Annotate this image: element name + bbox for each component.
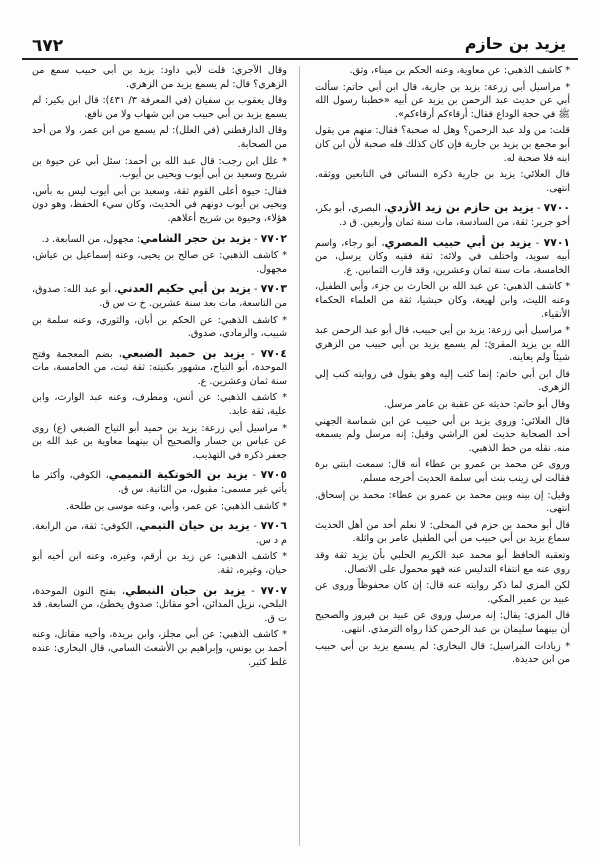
paragraph: * علل ابن رجب: قال عبد الله بن أحمد: سئل أبي عن حيوة بن شريح وسعيد بن أبي أيوب ويحيى بن أيوب. — [32, 155, 287, 181]
right-column — [315, 64, 570, 844]
entry-name: يزيد بن حيان النبطي — [125, 583, 246, 597]
biography-entry — [315, 201, 570, 229]
paragraph: * مراسيل أبي زرعة: يزيد بن جارية، قال ابن أبي حاتم: سألت أبي عن حديث عبد الرحمن بن يزيد عن أبيه «خطبنا رسول الله ﷺ في حجة الوداع فقال: أرقاءكم أرقاءكم». — [315, 81, 570, 120]
entry-number: ٧٧٠٦ — [260, 519, 287, 533]
entry-name: يزيد بن حميد الضبعي — [121, 346, 245, 360]
header-rule — [22, 58, 578, 60]
paragraph: * مراسيل أبي زرعة: يزيد بن حميد أبو التياح الضبعي (ع) روى عن عباس بن جسار والصحيح أن بينهما معاوية بن عبد الله بن جعفر ذكره في التهذيب. — [32, 422, 287, 461]
entry-text: ، بضم المعجمة وفتح الموحدة، أبو التياح، مشهور بكنيته: ثقة ثبت، من الخامسة، مات سنة ثمان وعشرين. ع. — [32, 348, 287, 387]
biography-entry — [32, 282, 287, 310]
paragraph: وقال يعقوب بن سفيان (في المعرفة ٣/ ٤٣١): قال ابن بكير: لم يسمع يزيد بن أبي حبيب من ابن شهاب ولا من نافع. — [32, 95, 287, 120]
paragraph: فقال: حيوة أعلى القوم ثقة، وسعيد بن أبي أيوب ليس به بأس، ويحيى بن أيوب دونهم في الحديث، وكان سيء الحفظ، وهو دون هؤلاء، وحيوة بن شريح أعلاهم. — [32, 185, 287, 224]
paragraph: قال أبو محمد بن حزم في المحلى: لا نعلم أحد من أهل الحديث سماع يزيد بن أبي حبيب من أبي الطفيل عامر بن واثلة. — [315, 519, 570, 545]
entry-text: ، أبو رجاء، واسم أبيه سويد، واختلف في ولائه: ثقة فقيه وكان يرسل، من الخامسة، مات سنة ثمان وعشرين، وقد قارب الثمانين. ع. — [315, 237, 570, 276]
entry-text: ، الكوفي: ثقة، من الرابعة. م د س. — [32, 521, 287, 546]
biography-entry — [32, 519, 287, 547]
entry-text: ، أبو عبد الله: صدوق، من التاسعة، مات بعد سنة عشرين. خ ت س ق. — [32, 284, 287, 309]
paragraph: * زيادات المراسيل: قال البخاري: لم يسمع يزيد بن أبي حبيب من ابن حديدة. — [315, 640, 570, 666]
entry-number: ٧٧٠٣ — [260, 282, 287, 296]
paragraph: * كاشف الذهبي: عن أبي مجلز، وابن بريدة، وأخيه مقاتل، وعنه أحمد بن يونس، وإبراهيم بن الأشعث السامي، قال البخاري: عنده غلط كثير. — [32, 629, 287, 668]
paragraph: * كاشف الذهبي: عن أنس، ومطرف، وعنه عبد الوارث، وابن علية، ثقة عابد. — [32, 392, 287, 418]
paragraph: وقيل: إن بينه وبين محمد بن عمرو بن عطاء: محمد بن إسحاق. انتهى. — [315, 489, 570, 515]
entry-text: ، الكوفي، وأكثر ما يأتي غير مسمى: مقبول، من الثانية. س ق. — [32, 470, 287, 496]
left-column — [32, 64, 287, 844]
paragraph: * كاشف الذهبي: عن زيد بن أرقم، وغيره، وعنه ابن أخيه أبو حيان، وغيره، ثقة. — [32, 551, 287, 576]
entry-separator: - — [245, 585, 261, 597]
paragraph: * كاشف الذهبي: عن عبد الله بن الحارث بن جزء، وأبي الطفيل، وعنه الليث، وابن لهيعة، وكان حبشيا، ثقة من العلماء الحكماء الأتقياء. — [315, 281, 570, 320]
entry-number: ٧٧٠٤ — [260, 346, 287, 360]
entry-number: ٧٧٠٠ — [543, 201, 570, 215]
entry-number: ٧٧٠٢ — [260, 231, 287, 245]
entry-separator: - — [249, 521, 261, 533]
paragraph: قال العلائي: وروى يزيد بن أبي حبيب عن ابن شماسة الجهني أحد الصحابة حديث لعن الراشي وقيل: إنه مرسل ولم يسمعه منه. نقله من خط الذهبي. — [315, 415, 570, 454]
biography-entry — [32, 468, 287, 496]
paragraph: قال ابن أبي حاتم: إنما كتب إليه وهو يقول في روايته كتب إلي الزهري. — [315, 368, 570, 394]
biography-entry — [32, 347, 287, 389]
biography-entry — [315, 236, 570, 278]
running-head: يزيد بن حازم — [464, 34, 566, 53]
entry-name: يزيد بن حيان التيمي — [139, 519, 250, 533]
paragraph: قال المزي: يقال: إنه مرسل وروى عن عبيد بن فيروز والصحيح أن بينهما سليمان بن عبد الرحمن كذا رواه الترمذي. انتهى. — [315, 610, 570, 635]
entry-number: ٧٧٠٥ — [260, 468, 287, 482]
paragraph: * مراسيل أبي زرعة: يزيد بن أبي حبيب، قال أبو عبد الرحمن عبد الله بن يزيد المقرئ: لم يسمع يزيد بن أبي حبيب من الزهري شيئاً ولم يعاينه. — [315, 325, 570, 364]
page-header — [22, 32, 578, 60]
entry-name: يزيد بن حجر الشامي — [140, 231, 252, 245]
paragraph: وروى عن محمد بن عمرو بن عطاء أنه قال: سمعت ابنتي برة فقالت لي زينب بنت أبي سلمة الحديث أخرجه مسلم. — [315, 459, 570, 485]
biography-entry — [32, 232, 287, 247]
paragraph: * كاشف الذهبي: عن عمر، وأبي، وعنه موسى بن طلحة. — [66, 500, 287, 512]
paragraph: وقال الدارقطني (في العلل): لم يسمع من ابن عمر، ولا من أحد من الصحابة. — [32, 125, 287, 150]
paragraph: * كاشف الذهبي: عن صالح بن يحيى، وعنه إسماعيل بن عياش، مجهول. — [32, 250, 287, 275]
entry-text: ، بفتح النون الموحدة، البلخي، نزيل المدائن، أخو مقاتل: صدوق يخطئ، من السابعة. قد ت ق. — [32, 585, 287, 624]
paragraph: * كاشف الذهبي: عن الحكم بن أبان، والثوري، وعنه سلمة بن شبيب، والرمادي، صدوق. — [32, 314, 287, 340]
entry-separator: - — [244, 348, 261, 360]
paragraph: * كاشف الذهبي: عن معاوية، وعنه الحكم بن ميناء، وثق. — [349, 65, 570, 76]
entry-separator: - — [531, 237, 544, 249]
entry-name: يزيد بن حازم بن زيد الأزدي — [387, 201, 534, 215]
entry-number: ٧٧٠١ — [543, 235, 570, 249]
entry-separator: - — [533, 203, 544, 215]
paragraph: قلت: من ولد عبد الرحمن؟ وهل له صحبة؟ فقال: منهم من يقول أبو مجمع بن يزيد بن جارية فإن كان كذلك فله صحبة لأن ابن كان ابنه فلا صحبة له. — [315, 125, 570, 164]
entry-text: ، البصري، أبو بكر، أخو جرير: ثقة، من السادسة، مات سنة ثمان وأربعين. ق د. — [315, 203, 570, 228]
paragraph: قال العلائي: يزيد بن جارية ذكره النسائي في التابعين ووثقه. انتهى. — [315, 169, 570, 194]
paragraph: وقال الآجري: قلت لأبي داود: يزيد بن أبي حبيب سمع من الزهري؟ قال: لم يسمع يزيد من الزهري. — [32, 65, 287, 90]
entry-name: يزيد بن أبي حكيم العدني — [117, 282, 251, 296]
biography-entry — [32, 584, 287, 626]
paragraph: وقال أبو حاتم: حديثه عن عقبة بن عامر مرسل. — [383, 399, 570, 411]
entry-name: يزيد بن الخوتكية التميمي — [108, 468, 248, 482]
entry-separator: - — [251, 233, 261, 245]
entry-separator: - — [250, 284, 261, 296]
paragraph: وتعقبه الحافظ أبو محمد عبد الكريم الحلبي بأن يزيد ثقة وقد روى عنه مع انتفاء التدليس عنه فهو محمول على الاتصال. — [315, 550, 570, 575]
entry-text: : مجهول، من السابعة. د. — [41, 233, 141, 245]
paragraph: لكن المزي لما ذكر روايته عنه قال: إن كان محفوظاً وروى عن عبيد بن عمير المكي. — [315, 580, 570, 605]
entry-name: يزيد بن أبي حبيب المصري — [384, 235, 532, 249]
entry-number: ٧٧٠٧ — [260, 583, 287, 597]
page-number: ٦٧٢ — [32, 36, 64, 56]
entry-separator: - — [247, 470, 261, 482]
column-divider — [299, 66, 300, 846]
